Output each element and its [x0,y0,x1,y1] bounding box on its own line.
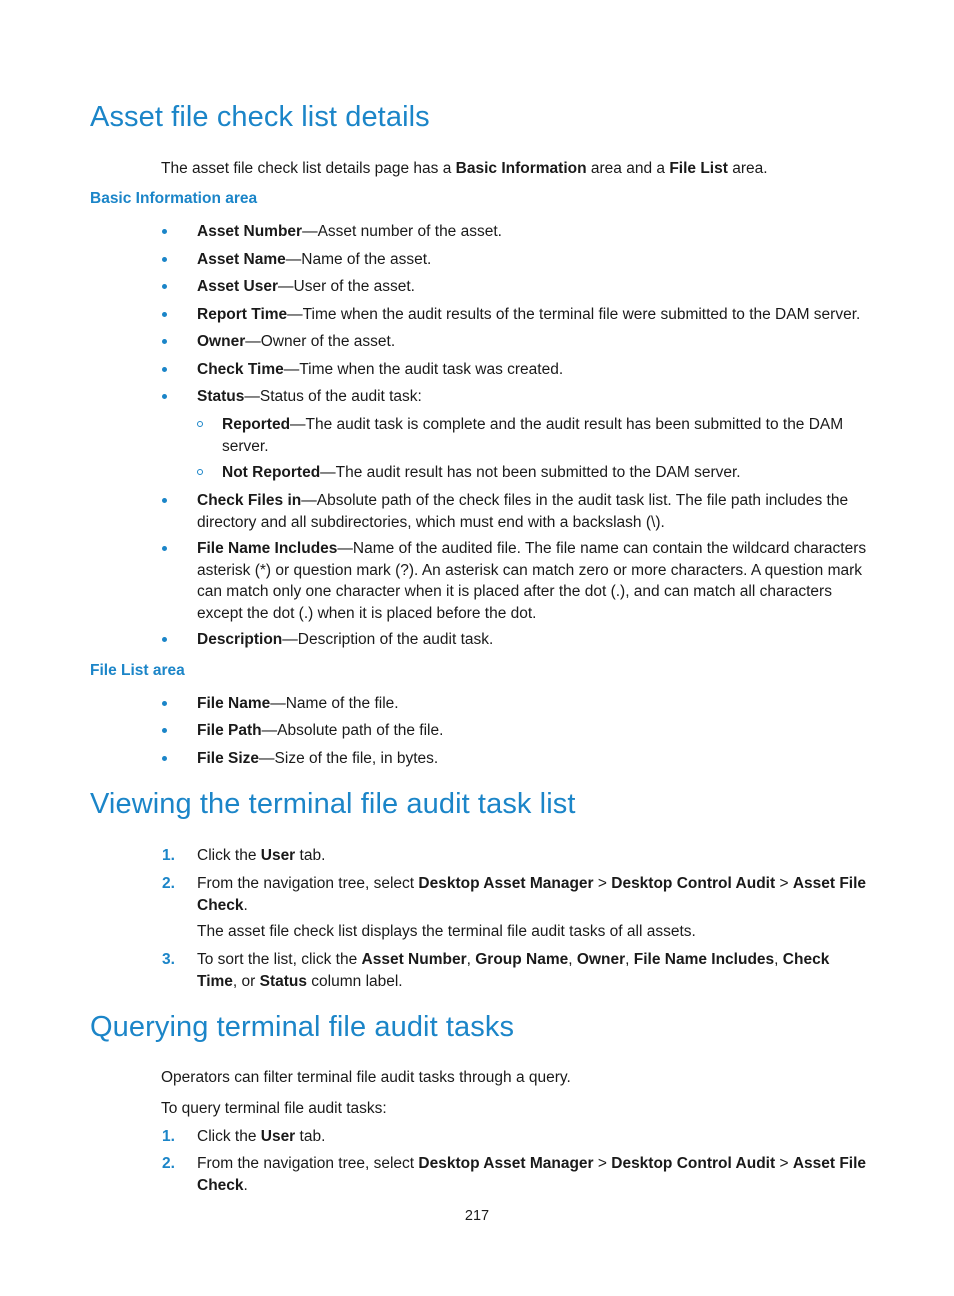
text-run: . [243,1176,248,1194]
bold-term: Desktop Asset Manager [418,1155,594,1172]
bold-term: Desktop Control Audit [611,875,776,892]
bold-term: Status [259,972,307,990]
section-title-querying-tasks: Querying terminal file audit tasks [90,1011,515,1043]
sub-list-item [222,414,862,457]
step-item [162,949,867,992]
text-run: > [593,875,612,892]
subheading-basic-information-area: Basic Information area [90,190,258,207]
item-term: Asset User [197,278,278,295]
text-run: tab. [295,1128,326,1145]
sub-list-item [222,462,862,484]
text-run: To sort the list, click the [197,951,362,968]
text-run: , or [232,972,260,990]
item-desc: —Absolute path of the file. [261,722,444,739]
item-term: Owner [197,333,246,350]
item-term: File Name Includes [197,540,338,557]
item-term: File Size [197,750,260,767]
text-run: The asset file check list details page has a [161,160,456,177]
bullet-icon [162,637,167,642]
item-term: Description [197,631,283,648]
text-run: tab. [295,847,326,864]
bold-term: Asset Number [361,951,467,968]
bullet-icon [162,701,167,706]
bullet-icon [162,339,167,344]
item-term: File Name [197,695,271,712]
bullet-icon [162,546,167,551]
list-item [197,629,867,651]
item-term: Not Reported [222,464,321,481]
page-number: 217 [464,1208,490,1224]
item-desc: —Asset number of the asset. [302,223,502,240]
step-number: 2. [162,1155,175,1172]
item-desc: —Description of the audit task. [282,631,494,648]
text-run: , [774,951,783,968]
step-item [162,845,867,867]
text-run: From the navigation tree, select [197,875,419,892]
step-number: 3. [162,951,175,968]
text-run: , [568,951,577,968]
item-desc: —Name of the audited file. The file name can contain the wildcard characters asterisk (*) or question mark (?). An asterisk can match zero or more characters. A question mark can match only one character when it is placed after the dot (.), and can match all characters except the dot (.) when it is placed before the dot. [197,540,867,622]
text-run: Click the [197,1128,261,1145]
bullet-icon [162,312,167,317]
text-run: > [775,875,793,892]
bullet-icon [162,284,167,289]
item-desc: —Size of the file, in bytes. [259,750,439,767]
bold-term: File Name Includes [633,951,775,968]
list-item [197,538,867,624]
bullet-icon [162,498,167,503]
text-run: area and a [586,160,670,177]
bullet-icon [162,367,167,372]
item-term: Report Time [197,306,288,323]
list-item [197,276,867,298]
subheading-file-list-area: File List area [90,662,185,679]
item-desc: —Time when the audit task was created. [283,361,564,378]
item-desc: —Time when the audit results of the terminal file were submitted to the DAM server. [287,306,861,323]
list-item [197,720,867,742]
item-desc: —User of the asset. [278,278,415,295]
text-run: area. [727,160,768,177]
item-term: File Path [197,722,262,739]
step-item [162,1126,867,1148]
text-run: , [625,951,634,968]
intro-paragraph [161,158,768,180]
section-title-viewing-task-list: Viewing the terminal file audit task list [90,788,576,820]
bullet-icon [162,728,167,733]
list-item [197,693,867,715]
item-term: Reported [222,416,291,433]
bold-term: Group Name [475,951,569,968]
list-item [197,331,867,353]
step-number: 1. [162,847,175,864]
step-note: The asset file check list displays the terminal file audit tasks of all assets. [197,923,696,940]
item-desc: —Owner of the asset. [245,333,396,350]
bold-term: Asset File Check [197,1155,867,1194]
item-term: Check Time [197,361,284,378]
text-run: From the navigation tree, select [197,1155,419,1172]
bullet-icon [162,229,167,234]
list-item [197,748,867,770]
list-item [197,304,867,326]
section-title-asset-file-check-list-details: Asset file check list details [90,101,430,133]
list-item [197,221,867,243]
bold-term: Asset File Check [197,875,867,914]
intro-paragraph: Operators can filter terminal file audit tasks through a query. [161,1069,571,1086]
step-number: 1. [162,1128,175,1145]
item-desc: —Absolute path of the check files in the audit task list. The file path includes the directory and all subdirectories, which must end with a backslash (\). [197,492,849,531]
step-number: 2. [162,875,175,892]
bold-term: Desktop Asset Manager [418,875,594,892]
step-item [162,873,867,916]
bold-term: Basic Information [455,160,587,177]
item-term: Status [197,388,245,405]
circle-bullet-icon [197,469,203,475]
item-term: Asset Name [197,251,286,268]
item-desc: —Status of the audit task: [244,388,422,405]
bullet-icon [162,394,167,399]
text-run: Click the [197,847,261,864]
bold-term: Owner [576,951,626,968]
list-item [197,359,867,381]
step-item [162,1153,867,1196]
bullet-icon [162,756,167,761]
item-term: Check Files in [197,492,302,509]
item-desc: —The audit result has not been submitted to the DAM server. [320,464,741,481]
list-item [197,386,867,408]
text-run: > [593,1155,612,1172]
item-term: Asset Number [197,223,303,240]
bold-term: User [260,1128,296,1145]
bullet-icon [162,257,167,262]
item-desc: —The audit task is complete and the audit result has been submitted to the DAM server. [222,416,844,455]
list-item [197,249,867,271]
item-desc: —Name of the asset. [285,251,432,268]
bold-term: User [260,847,296,864]
intro-paragraph: To query terminal file audit tasks: [161,1100,387,1117]
text-run: , [466,951,476,968]
list-item [197,490,867,533]
item-desc: —Name of the file. [270,695,399,712]
bold-term: File List [669,160,728,177]
text-run: . [243,896,248,914]
text-run: > [775,1155,793,1172]
circle-bullet-icon [197,421,203,427]
text-run: column label. [306,972,403,990]
bold-term: Check Time [197,951,830,990]
bold-term: Desktop Control Audit [611,1155,776,1172]
